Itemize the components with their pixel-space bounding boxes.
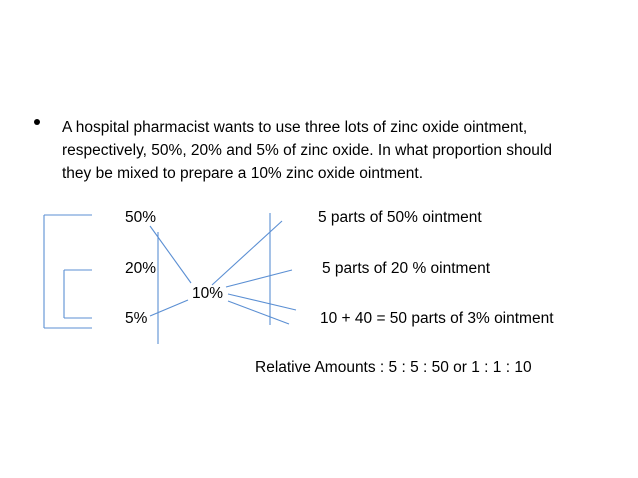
line-5-to-10 [150,300,188,316]
result-line-1: 5 parts of 50% ointment [318,209,482,226]
label-20-percent: 20% [125,260,157,277]
question-text [62,116,602,185]
relative-amounts: Relative Amounts : 5 : 5 : 50 or 1 : 1 : 10 [255,359,532,376]
bullet-point [34,119,40,125]
result-line-2: 5 parts of 20 % ointment [322,260,491,277]
question-line-2: respectively, 50%, 20% and 5% of zinc oxide. In what proportion should [62,142,552,159]
question-line-3: they be mixed to prepare a 10% zinc oxide ointment. [62,165,424,182]
line-50-to-10 [150,226,191,283]
line-10-to-result3a [228,294,296,310]
question-line-1: A hospital pharmacist wants to use three lots of zinc oxide ointment, [62,119,528,136]
result-line-3: 10 + 40 = 50 parts of 3% ointment [320,310,554,327]
line-10-to-result2 [226,270,292,287]
label-50-percent: 50% [125,209,157,226]
label-5-percent: 5% [125,310,148,327]
line-10-to-result3b [228,301,289,324]
label-target-10-percent: 10% [192,285,224,302]
